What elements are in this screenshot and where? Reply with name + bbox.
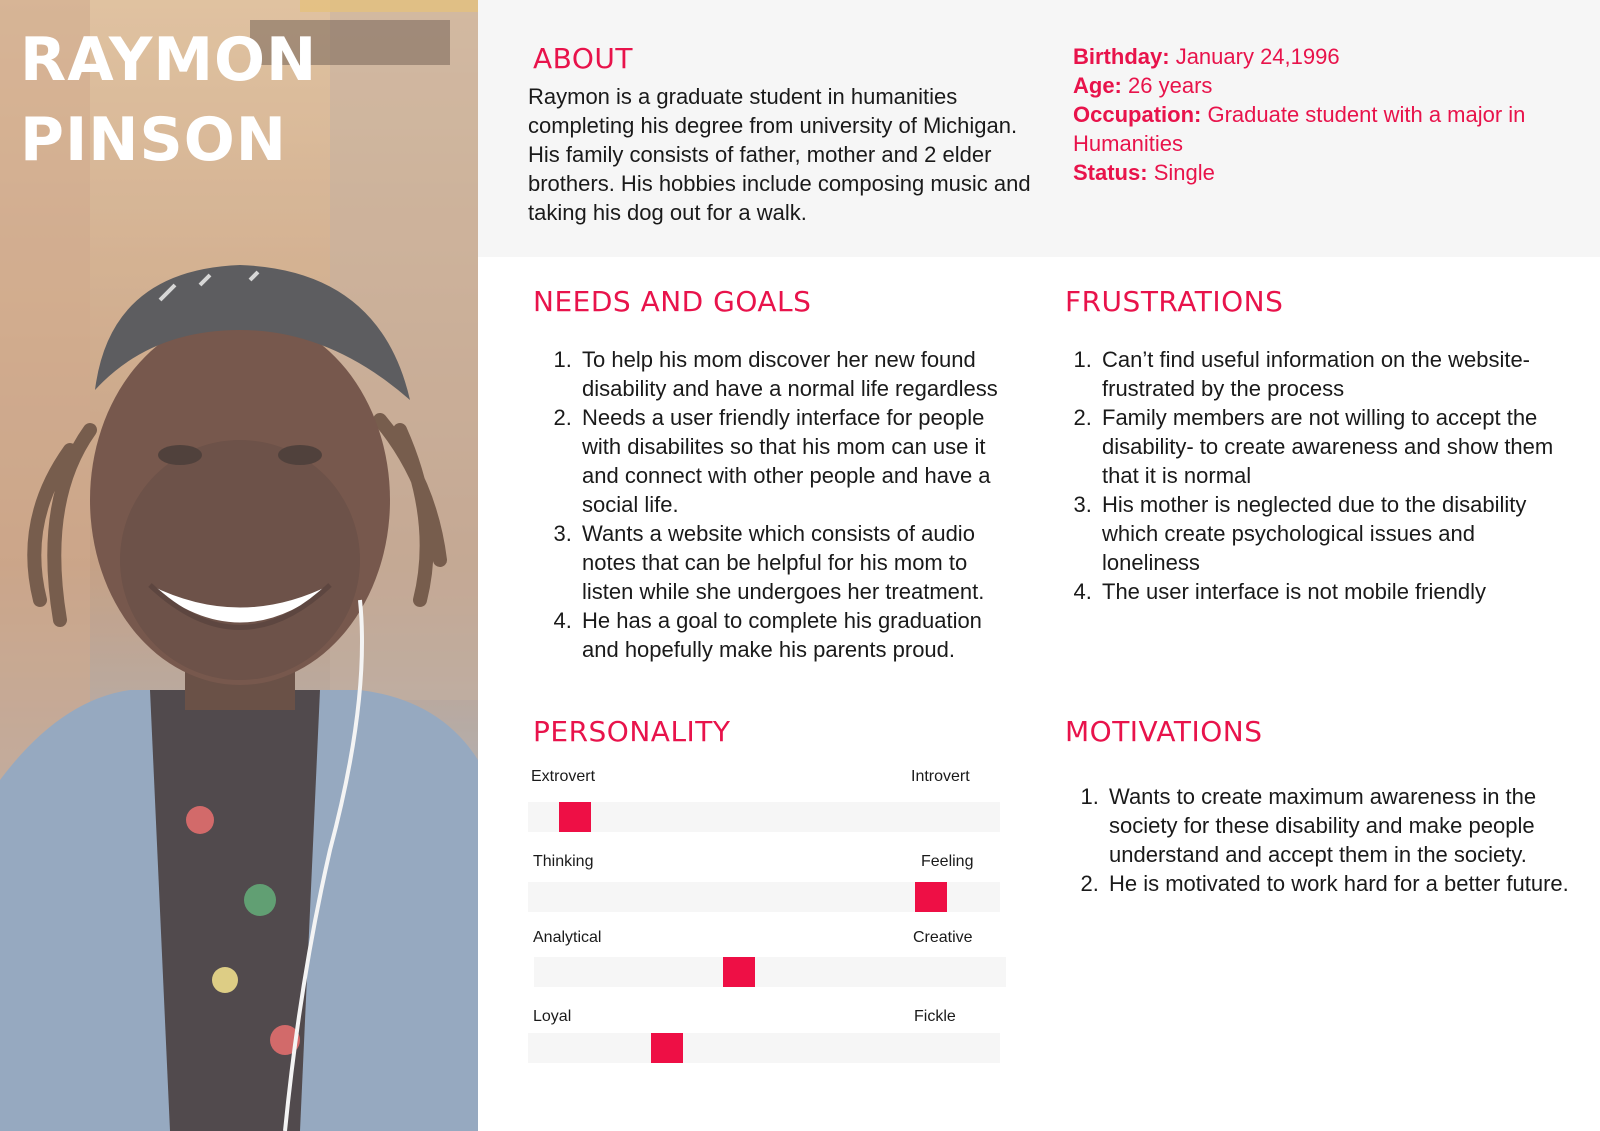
trait-knob[interactable] [651,1033,683,1063]
status-row [1073,160,1215,185]
list-item: 1. Can’t find useful information on the website- frustrated by the process [1098,345,1578,403]
list-item: 2. Needs a user friendly interface for people with disabilites so that his mom can use it and connect with other people and have a social life. [578,403,1023,519]
list-item: 4. He has a goal to complete his graduation and hopefully make his parents proud. [578,606,1023,664]
trait-left-label: Extrovert [531,768,596,785]
trait-right-label: Introvert [911,768,970,785]
about-heading: ABOUT [533,42,634,75]
list-item: 1. To help his mom discover her new found disability and have a normal life regardless [578,345,1023,403]
trait-track [528,1033,1000,1063]
persona-first-name: RAYMON [20,25,318,95]
list-item: 4. The user interface is not mobile friendly [1098,577,1578,606]
occupation-row [1073,102,1525,156]
list-item: 2. He is motivated to work hard for a better future. [1105,869,1585,898]
frustrations-heading: FRUSTRATIONS [1065,285,1284,318]
birthday-row [1073,44,1340,69]
personality-heading: PERSONALITY [533,715,731,748]
status-value: Single [1153,160,1215,185]
needs-list [550,345,1023,664]
list-item: 3. Wants a website which consists of audio notes that can be helpful for his mom to listen while she undergoes her treatment. [578,519,1023,606]
age-label: Age: [1073,73,1122,98]
trait-knob[interactable] [559,802,591,832]
trait-knob[interactable] [723,957,755,987]
motivations-list [1077,782,1585,898]
trait-right-label: Fickle [914,1008,956,1025]
persona-facts [1073,42,1543,187]
list-item: 2. Family members are not willing to accept the disability- to create awareness and show them that it is normal [1098,403,1578,490]
trait-right-label: Feeling [921,853,974,870]
trait-left-label: Thinking [533,853,594,870]
birthday-label: Birthday: [1073,44,1170,69]
occupation-label: Occupation: [1073,102,1202,127]
trait-right-label: Creative [913,929,973,946]
status-label: Status: [1073,160,1148,185]
motivations-heading: MOTIVATIONS [1065,715,1263,748]
needs-heading: NEEDS AND GOALS [533,285,812,318]
trait-track [534,957,1006,987]
trait-left-label: Loyal [533,1008,572,1025]
trait-left-label: Analytical [533,929,602,946]
trait-track [528,882,1000,912]
occupation-value: Graduate student with a major in Humanities [1073,102,1526,156]
persona-name [20,20,317,180]
frustrations-list [1070,345,1578,606]
list-item: 3. His mother is neglected due to the disability which create psychological issues and loneliness [1098,490,1578,577]
age-value: 26 years [1128,73,1213,98]
birthday-value: January 24,1996 [1175,44,1340,69]
list-item: 1. Wants to create maximum awareness in the society for these disability and make people understand and accept them in the society. [1105,782,1585,869]
persona-last-name: PINSON [20,105,287,175]
trait-knob[interactable] [915,882,947,912]
trait-track [528,802,1000,832]
age-row [1073,73,1212,98]
about-text: Raymon is a graduate student in humanities completing his degree from university of Michigan. His family consists of father, mother and 2 elder brothers. His hobbies include composing music and taking his dog out for a walk. [528,84,1031,225]
